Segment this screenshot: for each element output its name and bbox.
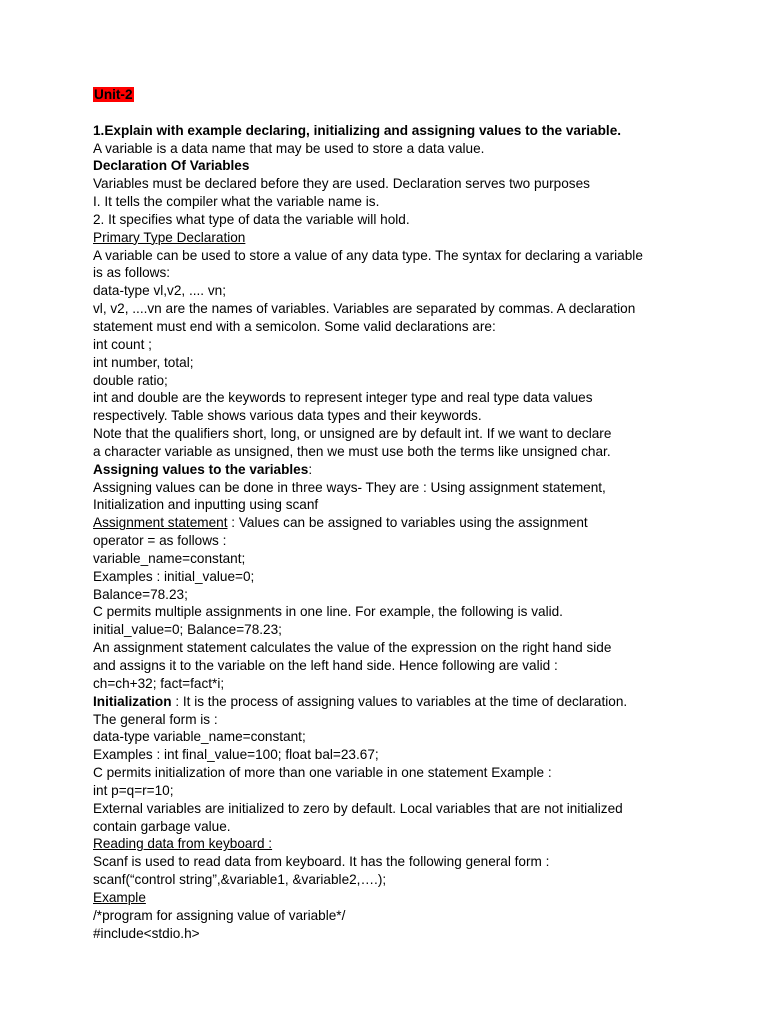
initialization-line: External variables are initialized to zero by default. Local variables that are not initialized — [93, 800, 623, 816]
primary-type-line: data-type vl,v2, .... vn; — [93, 283, 226, 299]
initialization-line: C permits initialization of more than one variable in one statement Example : — [93, 765, 552, 781]
initialization-line: Examples : int final_value=100; float bal=23.67; — [93, 747, 379, 763]
declaration-line: Variables must be declared before they are used. Declaration serves two purposes — [93, 176, 590, 192]
reading-line: Scanf is used to read data from keyboard. It has the following general form : — [93, 854, 550, 870]
initialization-suffix: : It is the process of assigning values to variables at the time of declaration. — [171, 693, 628, 709]
assignment-line: Examples : initial_value=0; — [93, 568, 255, 584]
assignment-statement-heading: Assignment statement — [93, 515, 228, 531]
unit-heading — [93, 86, 693, 104]
primary-type-line: statement must end with a semicolon. Some valid declarations are: — [93, 318, 496, 334]
primary-type-line: int count ; — [93, 336, 152, 352]
primary-type-line: A variable can be used to store a value of any data type. The syntax for declaring a variable — [93, 247, 643, 263]
reading-heading: Reading data from keyboard : — [93, 836, 273, 852]
assigning-heading-suffix: : — [308, 461, 313, 477]
assignment-line: variable_name=constant; — [93, 550, 246, 566]
document-page — [93, 86, 693, 943]
assignment-line: and assigns it to the variable on the left hand side. Hence following are valid : — [93, 658, 558, 673]
unit-label: Unit-2 — [94, 87, 133, 102]
reading-line: scanf(“control string”,&variable1, &variable2,….); — [93, 872, 387, 888]
example-heading: Example — [93, 889, 146, 905]
assignment-line: ch=ch+32; fact=fact*i; — [93, 675, 225, 691]
primary-type-line: double ratio; — [93, 372, 168, 388]
example-line: /*program for assigning value of variable*/ — [93, 907, 346, 923]
initialization-heading: Initialization — [93, 693, 172, 709]
assignment-line: operator = as follows : — [93, 533, 227, 549]
assignment-line: C permits multiple assignments in one line. For example, the following is valid. — [93, 604, 563, 620]
intro-text: A variable is a data name that may be used to store a data value. — [93, 140, 485, 156]
assignment-line: An assignment statement calculates the value of the expression on the right hand side — [93, 640, 612, 656]
assigning-line: Assigning values can be done in three ways- They are : Using assignment statement, — [93, 479, 606, 495]
primary-type-line: respectively. Table shows various data types and their keywords. — [93, 408, 482, 424]
primary-type-heading: Primary Type Declaration — [93, 229, 246, 245]
declaration-heading: Declaration Of Variables — [93, 158, 250, 174]
primary-type-line: int and double are the keywords to represent integer type and real type data values — [93, 390, 593, 406]
declaration-line: 2. It specifies what type of data the variable will hold. — [93, 211, 410, 227]
primary-type-line: a character variable as unsigned, then we must use both the terms like unsigned char. — [93, 443, 611, 459]
example-line: #include<stdio.h> — [93, 925, 200, 941]
primary-type-line: Note that the qualifiers short, long, or unsigned are by default int. If we want to declare — [93, 426, 612, 442]
assignment-line: initial_value=0; Balance=78.23; — [93, 622, 282, 638]
assigning-heading: Assigning values to the variables — [93, 461, 309, 477]
primary-type-line: is as follows: — [93, 265, 171, 281]
primary-type-line: int number, total; — [93, 354, 194, 370]
initialization-line: The general form is : — [93, 711, 218, 727]
primary-type-line: vl, v2, ....vn are the names of variables. Variables are separated by commas. A declaration — [93, 301, 636, 317]
question-title: 1.Explain with example declaring, initializing and assigning values to the variable. — [93, 122, 622, 138]
assignment-statement-suffix: : Values can be assigned to variables using the assignment — [227, 515, 588, 531]
declaration-line: I. It tells the compiler what the variable name is. — [93, 194, 380, 210]
blank-line — [93, 104, 693, 122]
initialization-line: data-type variable_name=constant; — [93, 729, 306, 745]
initialization-line: contain garbage value. — [93, 818, 231, 834]
assigning-line: Initialization and inputting using scanf — [93, 497, 319, 513]
assignment-line: Balance=78.23; — [93, 586, 188, 602]
initialization-line: int p=q=r=10; — [93, 782, 174, 798]
